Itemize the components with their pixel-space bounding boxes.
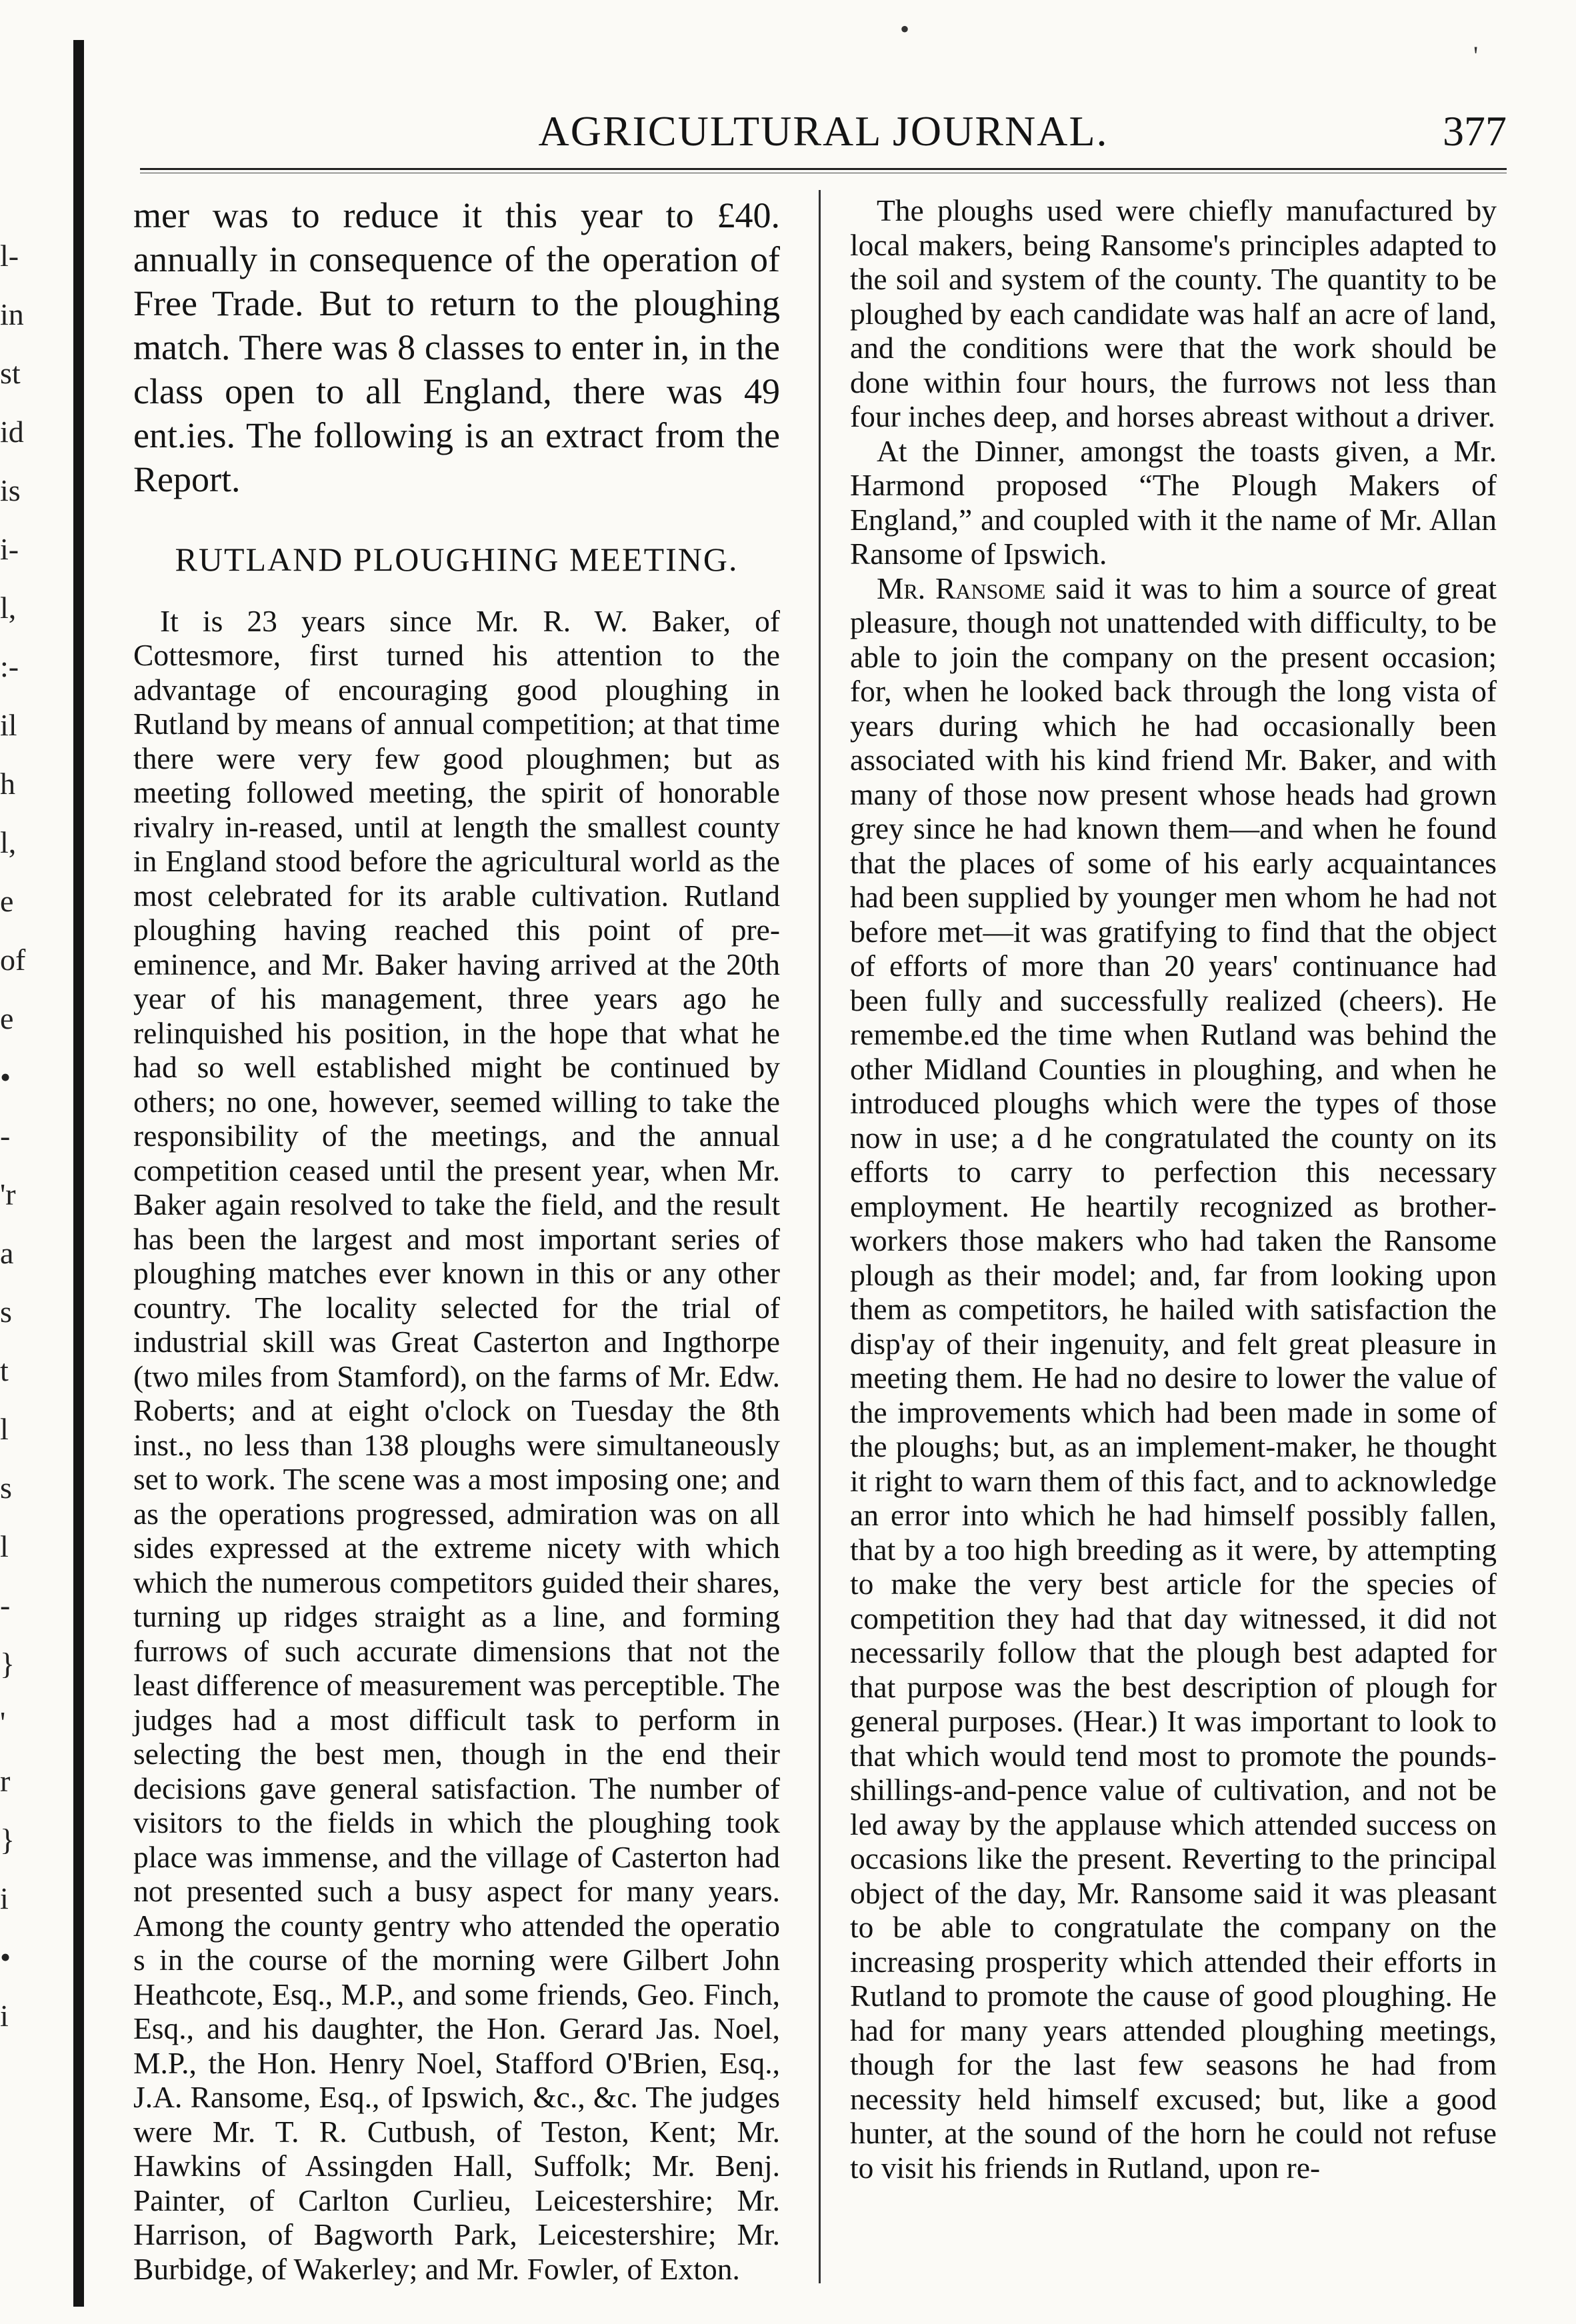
margin-fragment: • — [0, 1060, 11, 1094]
speech-text: said it was to him a source of great pleasure, though not unattended with difficulty, to be able to join the company on the present occasion; for, when he looked back through the long vista of years during which he had occasionally been associated with his kind friend Mr. Baker, and with many of those now present whose heads had grown grey since he had known them—and when he found that the places of some of his early acquaintances had been supplied by younger men whom he had not before met—it was gratifying to find that the object of efforts of more than 20 years' continuance had been fully and successfully realized (cheers). He remembe.ed the time when Rutland was behind the other Midland Counties in ploughing, and when he introduced ploughs which were the types of those now in use; a d he congratulated the county on its efforts to carry to perfection this necessary employment. He heartily recognized as brother-workers those makers who had taken the Ransome plough as their model; and, far from looking upon them as competitors, he hailed with satisfaction the disp'ay of their ingenuity, and felt great pleasure in meeting them. He had no desire to lower the value of the improvements which had been made in some of the ploughs; but, as an implement-maker, he thought it right to warn them of this fact, and to acknowledge an error into which he had himself possibly fallen, that by a too high breeding as it were, by attempting to make the very best article for the species of competition they had that day witnessed, it did not necessarily follow that the plough best adapted for that purpose was the best description of plough for general purposes. (Hear.) It was important to look to that which would tend most to promote the pounds-shillings-and-pence value of cultivation, and not be led away by the applause which attended success on occasions like the present. Reverting to the principal object of the day, Mr. Ransome said it was pleasant to be able to congratulate the company on the increasing prosperity which attended their efforts in Rutland to promote the cause of good ploughing. He had for many years attended ploughing meetings, though for the last few seasons he had from necessity held himself excused; but, like a good hunter, at the sound of the horn he could not refuse to visit his friends in Rutland, upon re- — [850, 571, 1497, 2185]
header-rule — [140, 168, 1507, 173]
margin-fragment: i — [0, 1881, 9, 1915]
margin-fragment: l, — [0, 825, 17, 859]
margin-fragment: - — [0, 1119, 11, 1153]
lead-paragraph: mer was to reduce it this year to £40. annually in consequence of the operation of Free Trade. But to return to the ploughing match. There was 8 classes to enter in, in the class open to all England, there was 49 ent.ies. The following is an extract from the Report. — [133, 195, 780, 499]
right-column — [850, 193, 1497, 2313]
column-divider — [819, 190, 821, 2283]
margin-fragment: ' — [0, 1705, 6, 1739]
margin-fragment: st — [0, 356, 21, 390]
margin-fragment: s — [0, 1471, 12, 1505]
left-margin-fragments — [0, 227, 67, 2045]
margin-fragment: e — [0, 1001, 14, 1035]
margin-fragment: } — [0, 1823, 15, 1857]
print-speck: • — [900, 14, 910, 44]
margin-fragment: l — [0, 1529, 9, 1563]
margin-fragment: • — [0, 1940, 11, 1974]
margin-fragment: id — [0, 415, 24, 449]
margin-fragment: i- — [0, 532, 19, 566]
margin-fragment: t — [0, 1353, 9, 1387]
margin-fragment: e — [0, 884, 14, 918]
speaker-name: Mr. Ransome — [877, 571, 1046, 605]
margin-fragment: l, — [0, 591, 17, 625]
page-number: 377 — [1443, 107, 1507, 155]
margin-fragment: 'r — [0, 1177, 16, 1211]
margin-fragment: :- — [0, 649, 19, 683]
margin-fragment: s — [0, 1295, 12, 1329]
margin-fragment: a — [0, 1236, 14, 1270]
section-heading: RUTLAND PLOUGHING MEETING. — [175, 541, 739, 578]
margin-fragment: is — [0, 473, 21, 507]
paragraph-dinner: At the Dinner, amongst the toasts given, a Mr. Harmond proposed “The Plough Makers of England,” and coupled with it the name of Mr. Allan Ransome of Ipswich. — [850, 433, 1497, 571]
margin-fragment: in — [0, 297, 24, 331]
margin-fragment: i — [0, 1999, 9, 2033]
margin-fragment: il — [0, 708, 17, 742]
margin-fragment: of — [0, 943, 26, 977]
binding-gutter — [73, 40, 84, 2307]
margin-fragment: } — [0, 1647, 15, 1681]
left-column — [133, 193, 780, 2313]
margin-fragment: l- — [0, 239, 19, 273]
page-header — [140, 107, 1507, 160]
print-speck: ' — [1473, 41, 1479, 71]
running-title: AGRICULTURAL JOURNAL. — [538, 107, 1109, 155]
margin-fragment: r — [0, 1764, 11, 1798]
paragraph-ransome-speech — [850, 571, 1497, 2185]
margin-fragment: h — [0, 767, 15, 801]
article-body: It is 23 years since Mr. R. W. Baker, of Cottesmore, first turned his attention to the advantage of encouraging good ploughing in Rutland by means of annual competition; at that time there were very few good ploughmen; but as meeting followed meeting, the spirit of honorable rivalry in-reased, until at length the smallest county in England stood before the agricultural world as the most celebrated for its arable cultivation. Rutland ploughing having reached this point of pre-eminence, and Mr. Baker having arrived at the 20th year of his management, three years ago he relinquished his position, in the hope that what he had so well established might be continued by others; no one, however, seemed willing to take the responsibility of the meetings, and the annual competition ceased until the present year, when Mr. Baker again resolved to take the field, and the result has been the largest and most important series of ploughing matches ever known in this or any other country. The locality selected for the trial of industrial skill was Great Casterton and Ingthorpe (two miles from Stamford), on the farms of Mr. Edw. Roberts; and at eight o'clock on Tuesday the 8th inst., no less than 138 ploughs were simultaneously set to work. The scene was a most imposing one; and as the operations progressed, admiration was on all sides expressed at the extreme nicety with which which the numerous competitors guided their shares, turning up ridges straight as a line, and forming furrows of such accurate dimensions that not the least difference of measurement was perceptible. The judges had a most difficult task to perform in selecting the best men, though in the end their decisions gave general satisfaction. The number of visitors to the fields in which the ploughing took place was immense, and the village of Casterton had not presented such a busy aspect for many years. Among the county gentry who attended the operatio s in the course of the morning were Gilbert John Heathcote, Esq., M.P., and some friends, Geo. Finch, Esq., and his daughter, the Hon. Gerard Jas. Noel, M.P., the Hon. Henry Noel, Stafford O'Brien, Esq., J.A. Ransome, Esq., of Ipswich, &c., &c. The judges were Mr. T. R. Cutbush, of Teston, Kent; Mr. Hawkins of Assingden Hall, Suffolk; Mr. Benj. Painter, of Carlton Curlieu, Leicestershire; Mr. Harrison, of Bagworth Park, Leicestershire; Mr. Burbidge, of Wakerley; and Mr. Fowler, of Exton. — [133, 603, 780, 2286]
margin-fragment: l — [0, 1412, 9, 1446]
margin-fragment: - — [0, 1588, 11, 1622]
paragraph-ploughs: The ploughs used were chiefly manufactured by local makers, being Ransome's principles adapted to the soil and system of the county. The quantity to be ploughed by each candidate was half an acre of land, and the conditions were that the work should be done within four hours, the furrows not less than four inches deep, and horses abreast without a driver. — [850, 193, 1497, 433]
